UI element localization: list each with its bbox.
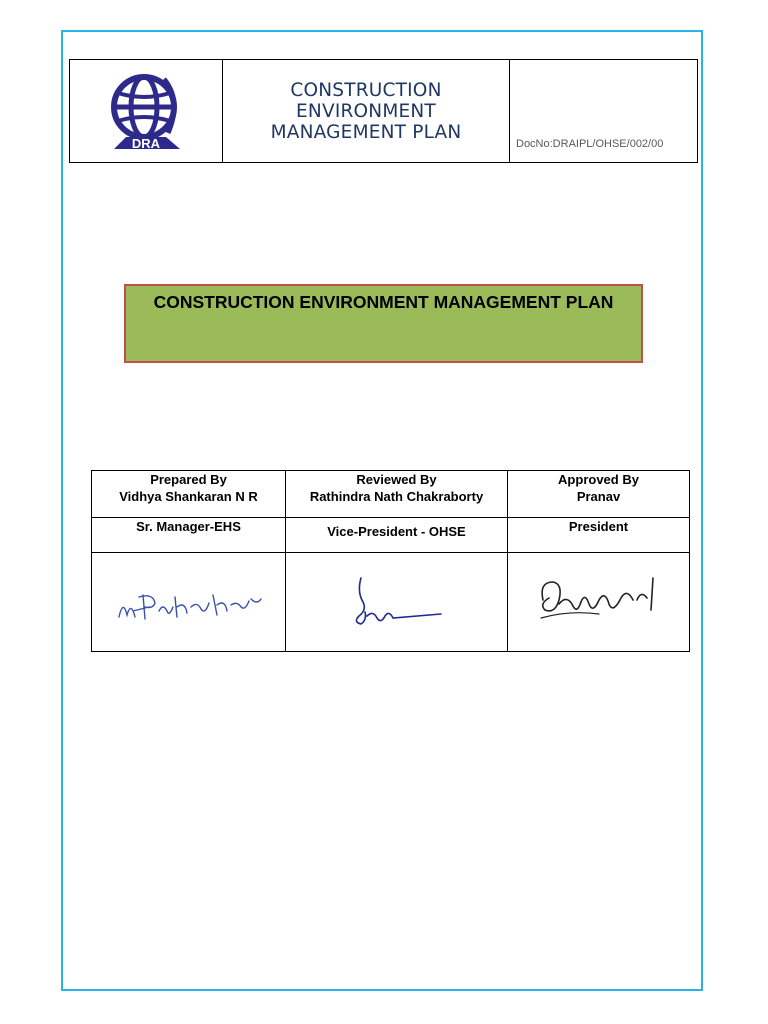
reviewer-signature-cell (286, 553, 508, 652)
approval-header-row (92, 471, 690, 490)
main-title: CONSTRUCTION ENVIRONMENT MANAGEMENT PLAN (153, 292, 614, 312)
signature-row (92, 553, 690, 652)
approver-signature-cell (508, 553, 690, 652)
approval-name-row (92, 489, 690, 518)
approver-name: Pranav (508, 489, 690, 518)
header-prepared-by: Prepared By (92, 471, 286, 490)
header-reviewed-by: Reviewed By (286, 471, 508, 490)
preparer-title: Sr. Manager-EHS (92, 518, 286, 553)
reviewer-signature (337, 572, 457, 632)
approval-title-row (92, 518, 690, 553)
approver-signature (529, 570, 669, 634)
main-title-box (124, 284, 643, 363)
reviewer-name: Rathindra Nath Chakraborty (286, 489, 508, 518)
logo-cell (70, 60, 223, 163)
document-header (69, 59, 698, 163)
preparer-signature-cell (92, 553, 286, 652)
preparer-name: Vidhya Shankaran N R (92, 489, 286, 518)
header-title: CONSTRUCTION ENVIRONMENT MANAGEMENT PLAN (270, 79, 462, 143)
reviewer-title: Vice-President - OHSE (286, 518, 508, 553)
approver-title: President (508, 518, 690, 553)
doc-number-cell (510, 60, 698, 163)
document-number: DocNo:DRAIPL/OHSE/002/00 (516, 138, 664, 150)
approval-table (91, 470, 690, 652)
header-approved-by: Approved By (508, 471, 690, 490)
logo-text: DRA (131, 136, 161, 151)
preparer-signature (109, 577, 269, 627)
header-title-cell (223, 60, 510, 163)
dra-logo (106, 71, 186, 151)
